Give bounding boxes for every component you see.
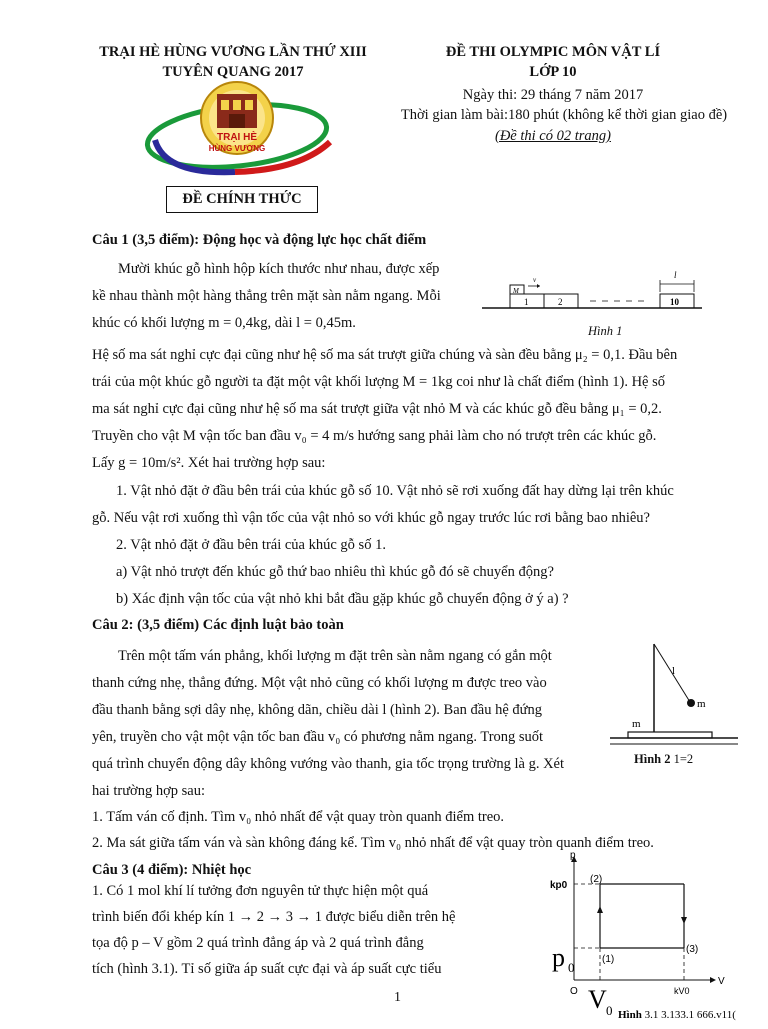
fig1-v-label: v (533, 276, 537, 284)
q1-text-line: Truyền cho vật M vận tốc ban đầu v₀ = 4 m/s hướng sang phải làm cho nó trượt trên các khúc gỗ. (92, 428, 657, 444)
q2-case-2: 2. Ma sát giữa tấm ván và sàn không đáng kể. Tìm v₀ nhỏ nhất để vật quay tròn quanh điểm treo. (92, 835, 654, 851)
fig2-mass-label: m (697, 698, 706, 710)
fig1-l-label: l (674, 270, 677, 280)
page-count: (Đề thi có 02 trang) (495, 128, 611, 144)
q3-text-line: 1. Có 1 mol khí lí tưởng đơn nguyên tử thực hiện một quá (92, 883, 429, 899)
official-badge: ĐỀ CHÍNH THỨC (166, 186, 318, 213)
logo-text-2: HÙNG VƯƠNG (208, 144, 266, 153)
origin-label: O (570, 986, 578, 997)
kp0-label: kp0 (550, 880, 568, 891)
v0-subscript: 0 (606, 1003, 613, 1018)
grade-label: LỚP 10 (529, 64, 577, 80)
page-number: 1 (394, 990, 401, 1005)
exam-duration: Thời gian làm bài:180 phút (không kể thời gian giao đề) (400, 107, 728, 123)
fig1-block-1: 1 (524, 297, 529, 307)
p0-label: p (552, 943, 565, 972)
q2-text-line: quá trình chuyển động dây không vướng vào thanh, gia tốc trọng trường là g. Xét (92, 756, 565, 772)
q3-text-line: tọa độ p – V gồm 2 quá trình đẳng áp và 2 quá trình đẳng (92, 935, 424, 951)
fig2-l-label: l (672, 665, 676, 677)
p0-subscript: 0 (568, 960, 575, 975)
q1-text-line: kề nhau thành một hàng thẳng trên mặt sàn nằm ngang. Mỗi (92, 288, 441, 304)
q3-text-a: trình biến đổi khép kín (92, 909, 228, 925)
q2-text-line: Trên một tấm ván phẳng, khối lượng m đặt trên sàn nằm ngang có gắn một (118, 648, 552, 664)
q2-text-line: yên, truyền cho vật một vận tốc ban đầu v₀ có phương nằm ngang. Trong suốt (92, 729, 544, 745)
q1-title: Câu 1 (3,5 điểm): Động học và động lực học chất điểm (92, 232, 427, 248)
figure-2-caption (634, 752, 693, 767)
figure-1 (480, 268, 706, 344)
q1-case-2a: a) Vật nhỏ trượt đến khúc gỗ thứ bao nhiêu thì khúc gỗ đó sẽ chuyển động? (116, 564, 554, 580)
kv0-label: kV0 (674, 986, 690, 996)
header-left-line2: TUYÊN QUANG 2017 (162, 64, 304, 80)
q2-text-line: hai trường hợp sau: (92, 783, 205, 799)
fig1-block-2: 2 (558, 297, 563, 307)
exam-title: ĐỀ THI OLYMPIC MÔN VẬT LÍ (445, 44, 661, 60)
fig2-caption-bold: Hình 2 (634, 752, 671, 766)
q1-case-2: 2. Vật nhỏ đặt ở đầu bên trái của khúc gỗ số 1. (116, 537, 386, 553)
fig3-caption-rest: 3.1 3.133.1 666.v11( (641, 1009, 736, 1021)
exam-date: Ngày thi: 29 tháng 7 năm 2017 (462, 87, 644, 103)
q1-case-1: 1. Vật nhỏ đặt ở đầu bên trái của khúc gỗ số 10. Vật nhỏ sẽ rơi xuống đất hay dừng lại trên khúc (116, 483, 674, 499)
q2-case-1: 1. Tấm ván cố định. Tìm v₀ nhỏ nhất để vật quay tròn quanh điểm treo. (92, 809, 505, 825)
q2-text-line: thanh cứng nhẹ, thẳng đứng. Một vật nhỏ cũng có khối lượng m được treo vào (92, 675, 547, 691)
fig1-block-10: 10 (670, 297, 679, 307)
fig2-caption-rest: 1=2 (670, 752, 694, 766)
v0-label: V (588, 985, 607, 1014)
fig3-caption-bold: Hình (618, 1009, 642, 1021)
q1-case-2b: b) Xác định vận tốc của vật nhỏ khi bắt đầu gặp khúc gỗ chuyển động ở ý a) ? (116, 591, 569, 607)
q1-text-line: Hệ số ma sát nghỉ cực đại cũng như hệ số ma sát trượt giữa chúng và sàn đều bằng μ₂ = 0,1. Đầu bên (92, 347, 678, 363)
q3-cycle: 1 → 2 → 3 → 1 (227, 909, 322, 925)
figure-2 (604, 640, 744, 770)
q3-text-line: tích (hình 3.1). Tỉ số giữa áp suất cực đại và áp suất cực tiểu (92, 961, 442, 977)
p-axis-label: p (570, 850, 576, 861)
point-3-label: (3) (686, 944, 699, 955)
fig2-board-label: m (632, 718, 641, 730)
q3-text-line (92, 904, 455, 931)
q1-text-line: khúc có khối lượng m = 0,4kg, dài l = 0,45m. (92, 315, 356, 331)
header-left-line1: TRẠI HÈ HÙNG VƯƠNG LẦN THỨ XIII (99, 44, 367, 60)
v-axis-label: V (718, 976, 725, 987)
q3-text-c: được biểu diễn trên hệ (321, 909, 456, 925)
fig1-M-label: M (513, 287, 519, 295)
figure-1-caption: Hình 1 (588, 324, 623, 338)
q3-title: Câu 3 (4 điểm): Nhiệt học (92, 862, 252, 878)
q1-text-line: Mười khúc gỗ hình hộp kích thước như nhau, được xếp (118, 261, 440, 277)
q1-text-line: Lấy g = 10m/s². Xét hai trường hợp sau: (92, 455, 326, 471)
q2-text-line: đầu thanh bằng sợi dây nhẹ, không dãn, chiều dài l (hình 2). Ban đầu hệ đứng (92, 702, 543, 718)
point-2-label: (2) (590, 874, 603, 885)
q1-case-1: gỗ. Nếu vật rơi xuống thì vận tốc của vật nhỏ so với khúc gỗ ngay trước lúc rơi bằng bao nhiêu? (92, 510, 650, 526)
point-1-label: (1) (602, 954, 615, 965)
q2-title: Câu 2: (3,5 điểm) Các định luật bảo toàn (92, 617, 344, 633)
camp-logo (125, 80, 345, 180)
figure-3-1 (548, 848, 768, 1024)
fig3-caption (618, 1009, 736, 1021)
q1-text-line: ma sát nghỉ cực đại cũng như hệ số ma sát trượt giữa vật nhỏ M và các khúc gỗ đều bằng μ₁ = 0,2. (92, 401, 662, 417)
q1-text-line: trái của một khúc gỗ người ta đặt một vật khối lượng M = 1kg coi như là chất điểm (hình 1). Hệ số (92, 374, 666, 390)
logo-text-1: TRẠI HÈ (217, 132, 257, 143)
